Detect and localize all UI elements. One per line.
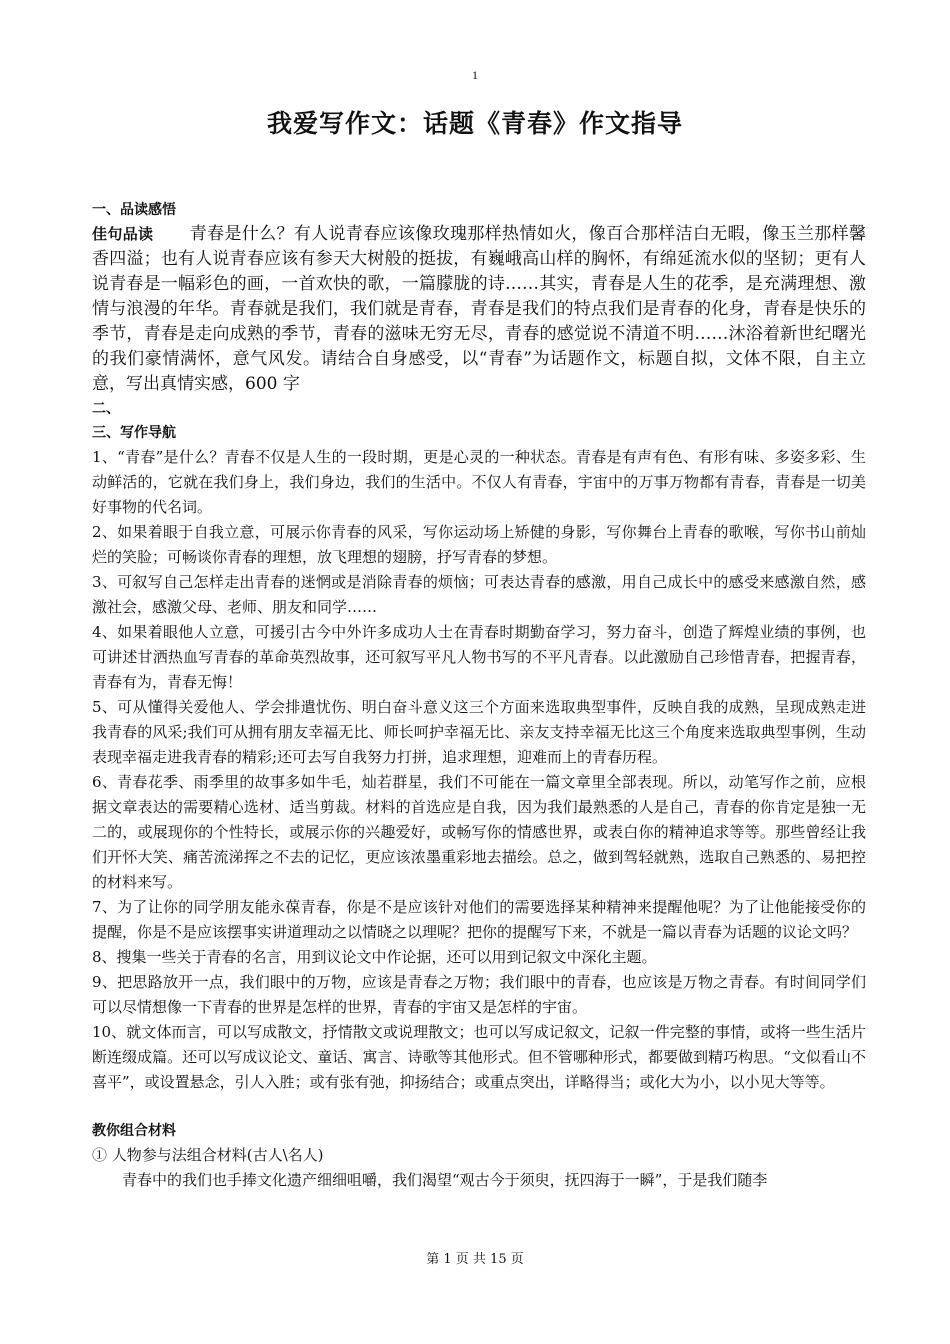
guide-item: 4、如果着眼他人立意，可援引古今中外许多成功人士在青春时期勤奋学习，努力奋斗，创造了辉煌业绩的事例，也可讲述甘洒热血写青春的革命英烈故事，还可叙写平凡人物书写的不平凡青春。以此激励自己珍惜青春，把握青春，青春有为，青春无悔！ (92, 623, 866, 691)
guide-item: 3、可叙写自己怎样走出青春的迷惘或是消除青春的烦恼；可表达青春的感激，用自己成长中的感受来感激自然，感激社会，感激父母、老师、朋友和同学…… (92, 573, 866, 616)
guide-item: 8、搜集一些关于青春的名言，用到议论文中作论据，还可以用到记叙文中深化主题。 (92, 948, 657, 966)
section-heading-materials: 教你组合材料 (92, 1123, 176, 1139)
guide-item: 1、“青春”是什么？青春不仅是人生的一段时期，更是心灵的一种状态。青春是有声有色、有形有味、多姿多彩、生动鲜活的，它就在我们身上，我们身边，我们的生活中。不仅人有青春，宇宙中的万事万物都有青春，青春是一切美好事物的代名词。 (92, 448, 866, 516)
guide-item: 7、为了让你的同学朋友能永葆青春，你是不是应该针对他们的需要选择某种精神来提醒他呢？为了让他能接受你的提醒，你是不是应该摆事实讲道理动之以情晓之以理呢？把你的提醒写下来，不就是一篇以青春为话题的议论文吗？ (92, 898, 866, 941)
top-page-number: 1 (472, 68, 478, 82)
guide-item: 6、青春花季、雨季里的故事多如牛毛，灿若群星，我们不可能在一篇文章里全部表现。所以，动笔写作之前，应根据文章表达的需要精心选材、适当剪裁。材料的首选应是自我，因为我们最熟悉的人是自己，青春的你肯定是独一无二的，或展现你的个性特长，或展示你的兴趣爱好，或畅写你的情感世界，或表白你的精神追求等等。那些曾经让我们开怀大笑、痛苦流涕挥之不去的记忆，更应该浓墨重彩地去描绘。总之，做到驾轻就熟，选取自己熟悉的、易把控的材料来写。 (92, 773, 866, 891)
section-heading-two: 二、 (92, 401, 120, 417)
reading-lead-label: 佳句品读 (92, 225, 154, 243)
guide-item: 2、如果着眼于自我立意，可展示你青春的风采，写你运动场上矫健的身影，写你舞台上青春的歌喉，写你书山前灿烂的笑脸；可畅谈你青春的理想，放飞理想的翅膀，抒写青春的梦想。 (92, 523, 866, 566)
document-title: 我爱写作文：话题《青春》作文指导 (266, 109, 683, 138)
reading-text: 青春是什么？有人说青春应该像玫瑰那样热情如火，像百合那样洁白无暇，像玉兰那样馨香四溢；也有人说青春应该有参天大树般的挺拔，有巍峨高山样的胸怀，有绵延流水似的坚韧；更有人说青春是一幅彩色的画，一首欢快的歌，一篇朦胧的诗……其实，青春是人生的花季，是充满理想、激情与浪漫的年华。青春就是我们，我们就是青春，青春是我们的特点我们是青春的化身，青春是快乐的季节，青春是走向成熟的季节，青春的滋味无穷无尽，青春的感觉说不清道不明……沐浴着新世纪曙光的我们豪情满怀，意气风发。请结合自身感受，以“青春”为话题作文，标题自拟，文体不限，自主立意，写出真情实感，600 字 (92, 224, 866, 394)
guide-item: 10、就文体而言，可以写成散文，抒情散文或说理散文；也可以写成记叙文，记叙一件完整的事情，或将一些生活片断连缀成篇。还可以写成议论文、童话、寓言、诗歌等其他形式。但不管哪种形式，都要做到精巧构思。“文似看山不喜平”，或设置悬念，引人入胜；或有张有弛，抑扬结合；或重点突出，详略得当；或化大为小，以小见大等等。 (92, 1023, 866, 1091)
page-footer: 第 1 页 共 15 页 (426, 1252, 524, 1267)
guide-item: 9、把思路放开一点，我们眼中的万物，应该是青春之万物；我们眼中的青春，也应该是万物之青春。有时间同学们可以尽情想像一下青春的世界是怎样的世界，青春的宇宙又是怎样的宇宙。 (92, 973, 866, 1016)
materials-paragraph: 青春中的我们也手捧文化遗产细细咀嚼，我们渴望“观古今于须臾，抚四海于一瞬”，于是我们随李 (122, 1171, 768, 1189)
document-body (92, 198, 866, 1193)
section-heading-writing-guide: 三、写作导航 (92, 425, 176, 441)
guide-item: 5、可从懂得关爱他人、学会排遣忧伤、明白奋斗意义这三个方面来选取典型事件，反映自我的成熟，呈现成熟走进我青春的风采;我们可从拥有朋友幸福无比、师长呵护幸福无比、亲友支持幸福无比这三个角度来选取典型事例，生动表现幸福走进我青春的精彩;还可去写自我努力打拼，追求理想，迎难而上的青春历程。 (92, 698, 866, 766)
materials-sub-item: ① 人物参与法组合材料(古人\名人) (92, 1146, 324, 1164)
reading-paragraph (92, 222, 866, 397)
section-heading-reading: 一、品读感悟 (92, 202, 176, 218)
